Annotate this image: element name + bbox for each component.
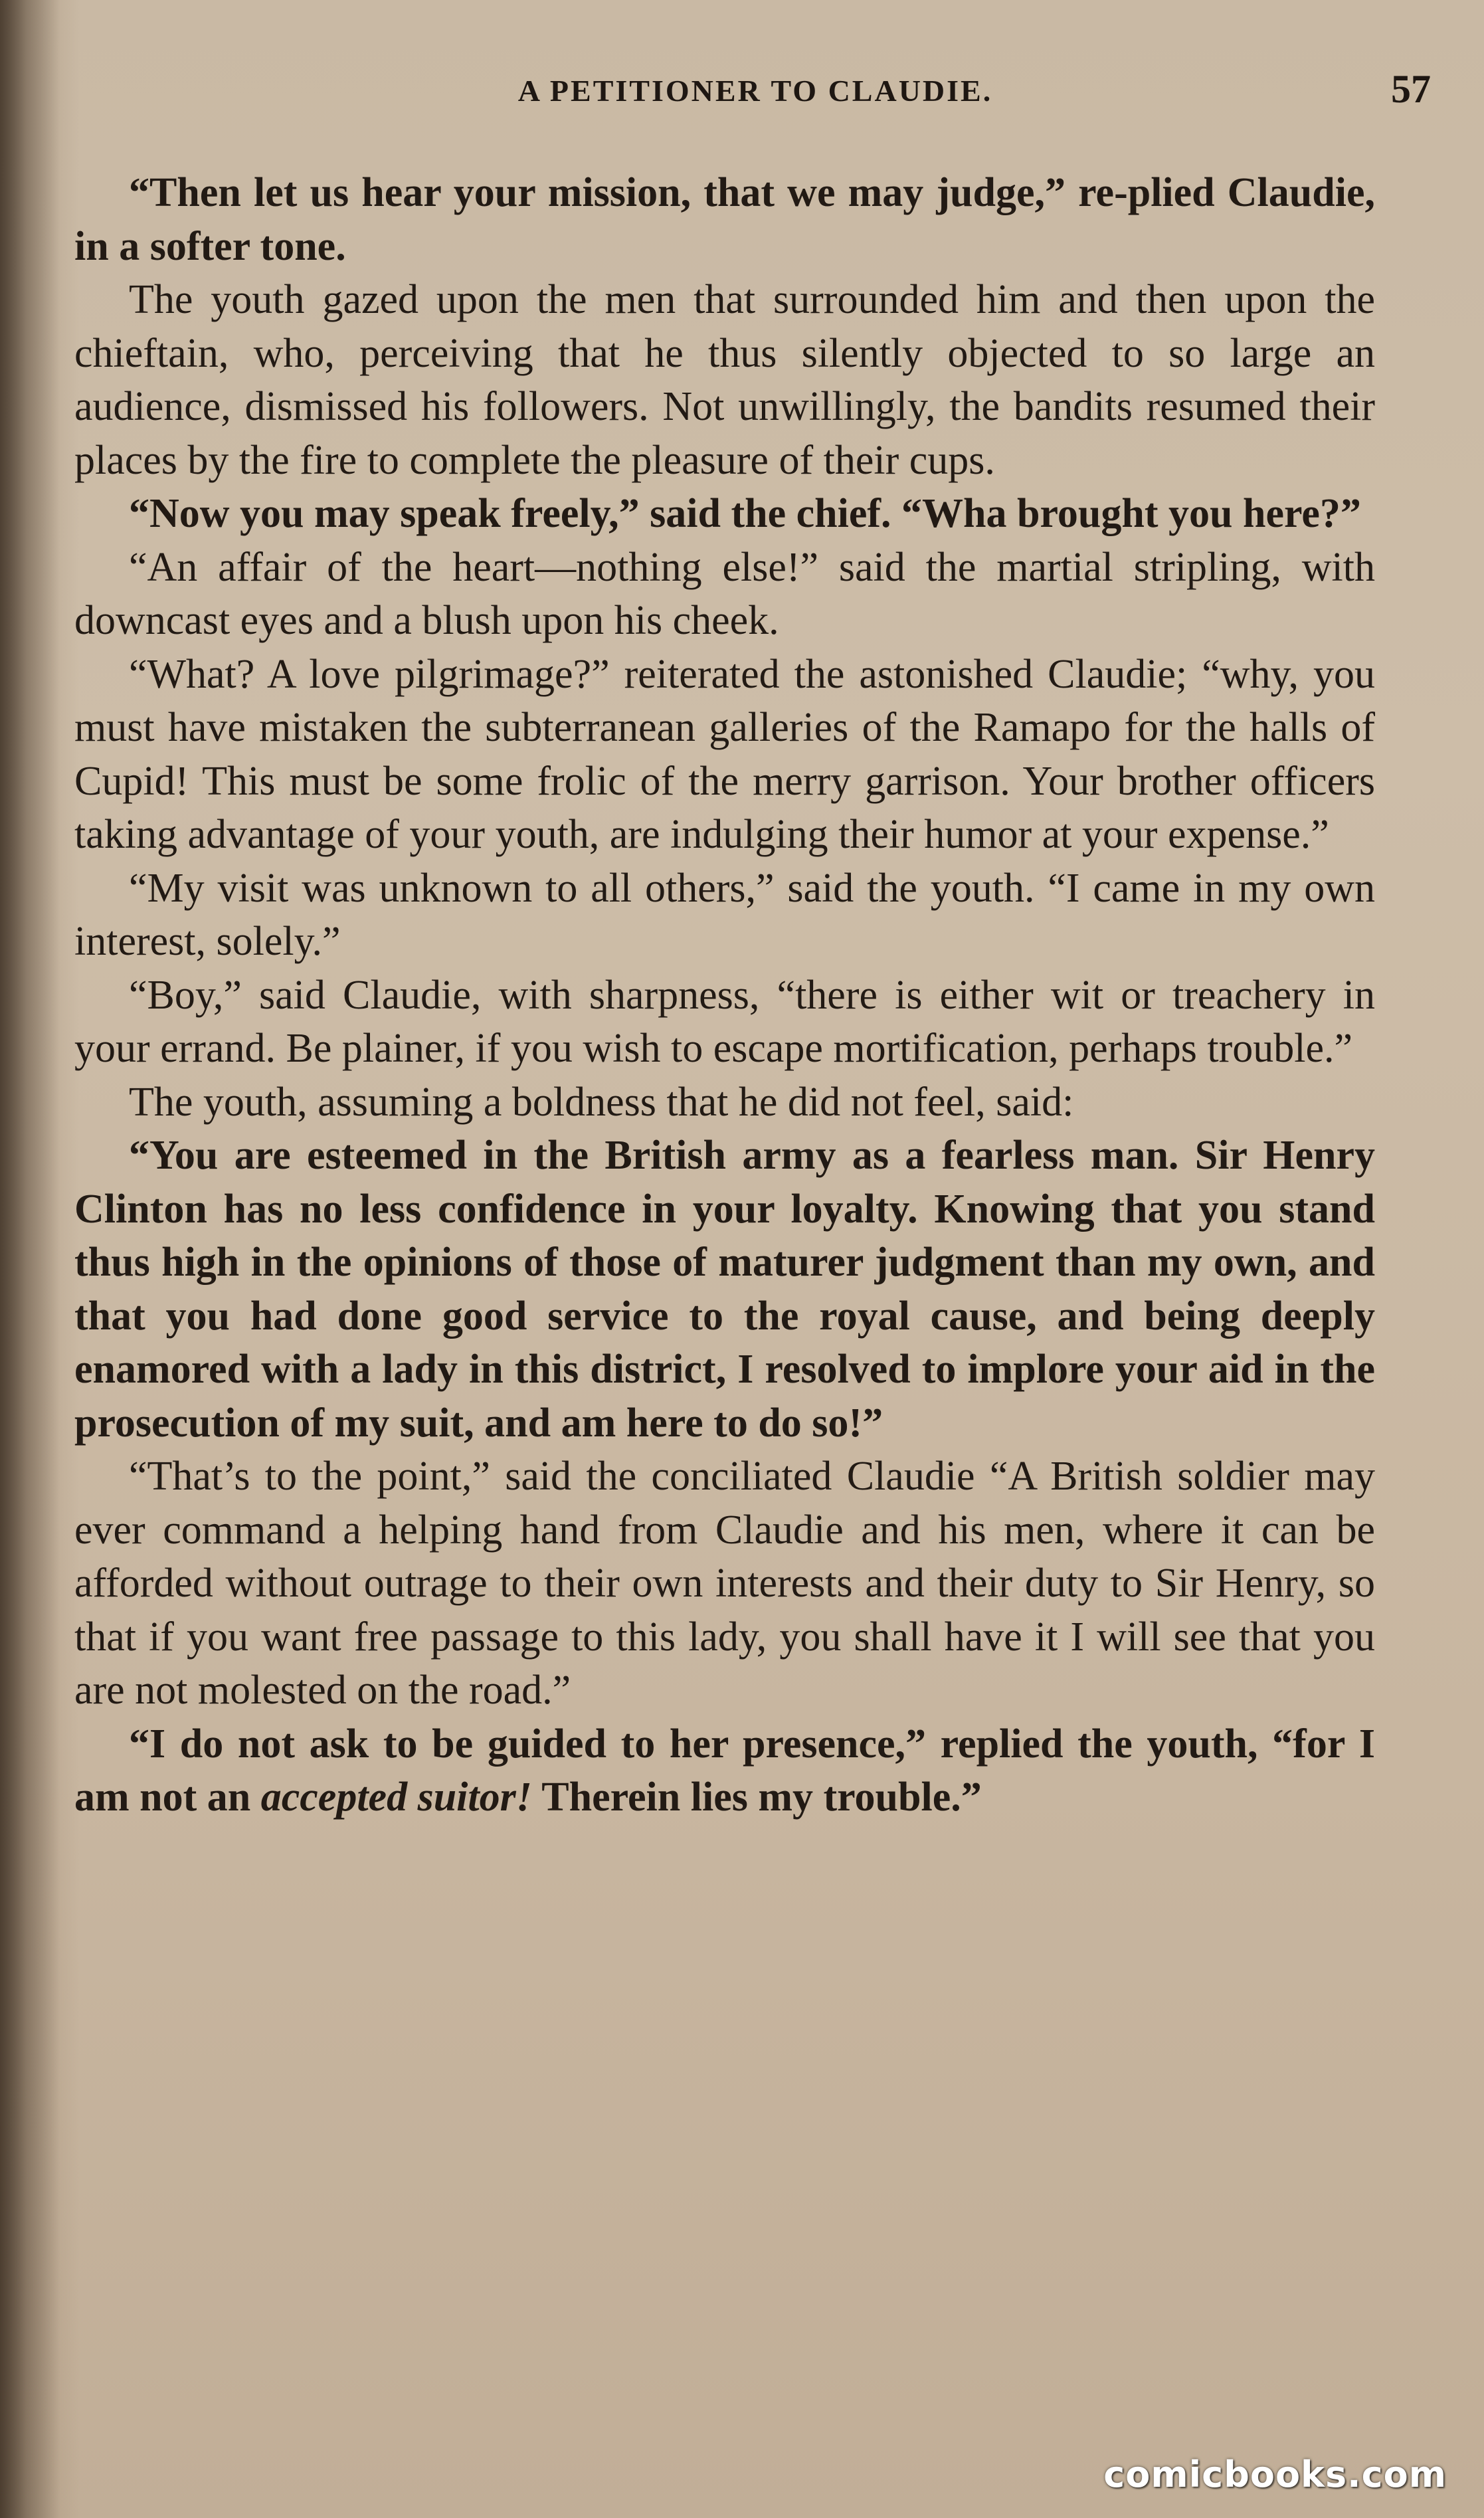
text-run: “My visit was unknown to all others,” said the youth. “I came in my own interest, solely.” <box>74 865 1375 964</box>
text-run: “You are esteemed in the British army as a fearless man. Sir Henry Clinton has no less confidence in your loyalty. Knowing that you stand thus high in the opinions of those of maturer judgment than my own, and that you had done good service to the royal cause, and being deeply enamored with a lady in this district, I resolved to implore your aid in the prosecution of my suit, and am here to do so!” <box>74 1133 1375 1446</box>
text-run: “What? A love pilgrimage?” reiterated the astonished Claudie; “why, you must have mistaken the subterranean galleries of the Ramapo for the halls of Cupid! This must be some frolic of the merry garrison. Your brother officers taking advantage of your youth, are indulging their humor at your expense.” <box>74 651 1375 857</box>
paragraph <box>74 969 1375 1076</box>
paragraph <box>74 166 1375 273</box>
paragraph <box>74 1076 1375 1129</box>
text-run: “I do not ask to be guided to her presence,” replied the youth, “for I am not an <box>74 1721 1375 1820</box>
text-run: “An affair of the heart—nothing else!” said the martial stripling, with downcast eyes and a blush upon his cheek. <box>74 544 1375 643</box>
text-run: “Then let us hear your mission, that we may judge,” re-plied Claudie, in a softer tone. <box>74 170 1375 269</box>
text-run: “That’s to the point,” said the conciliated Claudie “A British soldier may ever command a helping hand from Claudie and his men, where it can be afforded without outrage to their own interests and their duty to Sir Henry, so that if you want free passage to this lady, you shall have it I will see that you are not molested on the road.” <box>74 1454 1375 1713</box>
paragraph <box>74 487 1375 541</box>
page-header <box>73 66 1438 126</box>
paragraph <box>74 1129 1375 1450</box>
body-text <box>74 166 1375 1824</box>
spine-shadow <box>0 0 60 2518</box>
text-run: The youth, assuming a boldness that he did not feel, said: <box>129 1079 1074 1125</box>
paragraph <box>74 541 1375 648</box>
site-watermark: comicbooks.com <box>1103 2454 1447 2495</box>
italic-text-run: accepted suitor! <box>260 1775 532 1820</box>
text-run: The youth gazed upon the men that surrounded him and then upon the chieftain, who, perceiving that he thus silently objected to so large an audience, dismissed his followers. Not unwillingly, the bandits resumed their places by the fire to complete the pleasure of their cups. <box>74 277 1375 483</box>
paragraph <box>74 648 1375 862</box>
page-number: 57 <box>1391 67 1431 111</box>
text-run: “Boy,” said Claudie, with sharpness, “there is either wit or treachery in your errand. Be plainer, if you wish to escape mortification, perhaps trouble.” <box>74 972 1375 1071</box>
paragraph <box>74 1717 1375 1824</box>
paragraph <box>74 273 1375 487</box>
running-head: A PETITIONER TO CLAUDIE. <box>517 74 993 108</box>
text-run: “Now you may speak freely,” said the chief. “Wha brought you here?” <box>129 491 1361 536</box>
text-run: Therein lies my trouble.” <box>531 1775 982 1820</box>
paragraph <box>74 1450 1375 1717</box>
paragraph <box>74 862 1375 969</box>
